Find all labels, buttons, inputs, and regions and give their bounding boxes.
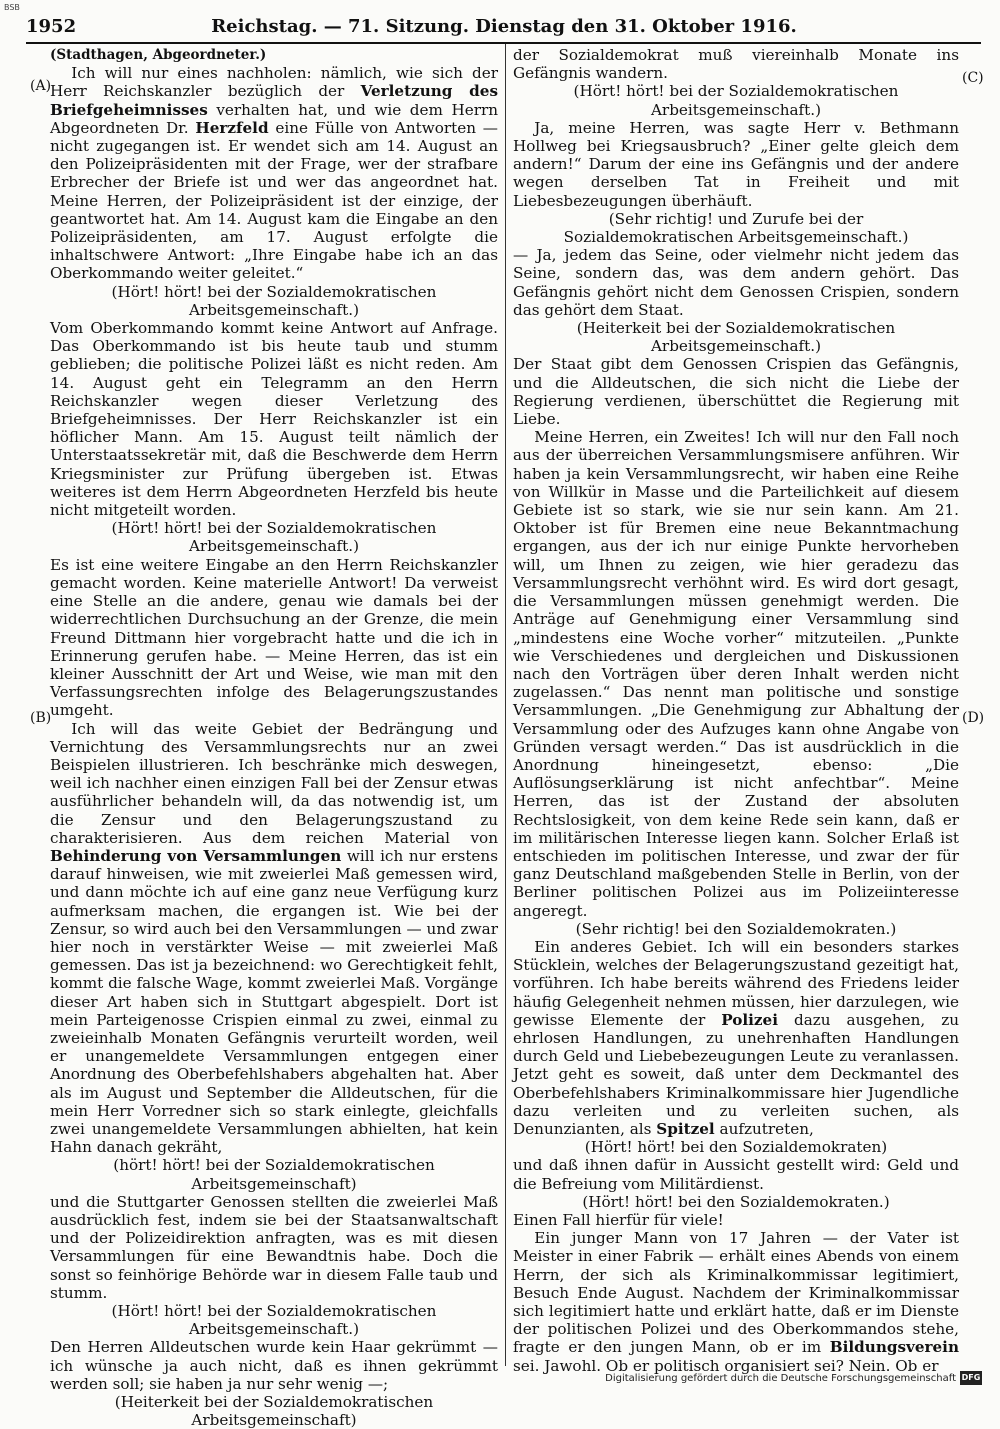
interjection: (Hört! hört! bei den Sozialdemokraten) bbox=[584, 1138, 888, 1157]
interjection: (Hört! hört! bei der Sozialdemokratischen Arbeitsgemeinschaft.) bbox=[111, 1302, 437, 1339]
paragraph: Ich will das weite Gebiet der Bedrängung und Vernichtung des Versammlungsrechts nur an zwei Beispielen illustrieren. Ich beschränke mich deswegen, weil ich nachher einen einzigen Fall bei der Zensur etwas ausführlicher behandeln will, da das notwendig ist, um die Zensur und den Belagerungszustand zu charakterisieren. Aus dem reichen Material von Behinderung von Versammlungen will ich nur erstens darauf hinweisen, wie mit zweierlei Maß gemessen wird, und dann möchte ich auf eine ganz neue Verfügung kurz aufmerksam machen, die ergangen ist. Wie bei der Zensur, so wird auch bei den Versammlungen — und zwar hier noch in verstärkter Weise — mit zweierlei Maß gemessen. Das ist ja bezeichnend: wo Gerechtigkeit fehlt, kommt die falsche Wage, kommt zweierlei Maß. Vorgänge dieser Art haben sich in Stuttgart abgespielt. Dort ist mein Parteigenosse Crispien einmal zu zwei, einmal zu zweieinhalb Monaten Gefängnis verurteilt worden, weil er unangemeldete Versammlungen entgegen einer Anordnung des Oberbefehlshabers abgehalten hat. Aber als im August und September die Alldeutschen, für die mein Herr Vorredner sich so stark einlegte, gleichfalls zwei unangemeldete Versammlungen abhielten, hat kein Hahn danach gekräht, bbox=[50, 719, 498, 1157]
interjection: (Hört! hört! bei den Sozialdemokraten.) bbox=[582, 1192, 890, 1211]
running-head: Reichstag. — 71. Sitzung. Dienstag den 31. Oktober 1916. bbox=[211, 16, 797, 37]
page-number: 1952 bbox=[26, 16, 77, 37]
paragraph: Ja, meine Herren, was sagte Herr v. Bethmann Hollweg bei Kriegsausbruch? „Einer gelte gleich dem andern!“ Darum der eine ins Gefängnis und der andere wegen derselben Tat in Freiheit und mit Liebesbezeugungen überhäuft. bbox=[513, 118, 959, 210]
header-rule bbox=[26, 42, 981, 44]
emphasis: Behinderung von Versammlungen bbox=[50, 846, 342, 865]
paragraph: Den Herren Alldeutschen wurde kein Haar gekrümmt — ich wünsche ja auch nicht, daß es ihnen gekrümmt werden soll; sie haben ja nur sehr wenig —; bbox=[50, 1338, 498, 1393]
interjection: (Sehr richtig! bei den Sozialdemokraten.) bbox=[575, 919, 897, 938]
paragraph: — Ja, jedem das Seine, oder vielmehr nicht jedem das Seine, sondern das, was dem andern gehört. Das Gefängnis gehört nicht dem Genossen Crispien, sondern das gehört dem Staat. bbox=[513, 246, 959, 319]
emphasis: Herzfeld bbox=[195, 118, 269, 137]
emphasis: Spitzel bbox=[656, 1119, 715, 1138]
emphasis: Bildungsverein bbox=[829, 1338, 959, 1357]
interjection: (Sehr richtig! und Zurufe bei der Sozialdemokratischen Arbeitsgemeinschaft.) bbox=[563, 209, 909, 247]
interjection: (Hört! hört! bei der Sozialdemokratischen Arbeitsgemeinschaft.) bbox=[111, 282, 437, 319]
margin-mark-b: (B) bbox=[30, 710, 52, 726]
interjection: (Hört! hört! bei der Sozialdemokratischen Arbeitsgemeinschaft.) bbox=[573, 82, 899, 119]
column-divider bbox=[505, 44, 506, 1366]
emphasis: Verletzung des Briefgeheimnisses bbox=[50, 82, 498, 119]
paragraph: Ich will nur eines nachholen: nämlich, wie sich der Herr Reichskanzler bezüglich der Verletzung des Briefgeheimnisses verhalten hat, und wie dem Herrn Abgeordneten Dr. Herzfeld eine Fülle von Antworten — nicht zugegangen ist. Er wendet sich am 14. August an den Polizeipräsidenten mit der Frage, wer der strafbare Erbrecher der Briefe ist und wer das angeordnet hat. Meine Herren, der Polizeipräsident ist der einzige, der geantwortet hat. Am 14. August kam die Eingabe an den Polizeipräsidenten, am 17. August erfolgte die inhaltschwere Antwort: „Ihre Eingabe habe ich an das Oberkommando weiter geleitet.“ bbox=[50, 64, 498, 283]
paragraph: Es ist eine weitere Eingabe an den Herrn Reichskanzler gemacht worden. Keine materielle Antwort! Da verweist eine Stelle an die andere, genau wie damals bei der widerrechtlichen Durchsuchung an der Grenze, die mein Freund Dittmann hier vorgebracht hatte und die ich in Erinnerung gerufen habe. — Meine Herren, das ist ein kleiner Ausschnitt der Art und Weise, wie man mit den Verfassungsrechten infolge des Belagerungszustandes umgeht. bbox=[50, 555, 498, 720]
interjection: (hört! hört! bei der Sozialdemokratischen Arbeitsgemeinschaft) bbox=[113, 1156, 435, 1193]
footer-credit: Digitalisierung gefördert durch die Deutsche Forschungsgemeinschaft bbox=[605, 1373, 956, 1384]
interjection: (Heiterkeit bei der Sozialdemokratischen Arbeitsgemeinschaft) bbox=[114, 1393, 434, 1429]
emphasis: Polizei bbox=[721, 1010, 778, 1029]
dfg-logo: DFG bbox=[960, 1371, 982, 1385]
interjection: (Hört! hört! bei der Sozialdemokratischen Arbeitsgemeinschaft.) bbox=[111, 519, 437, 556]
paragraph: Einen Fall hierfür für viele! bbox=[513, 1211, 724, 1229]
paragraph: der Sozialdemokrat muß viereinhalb Monate ins Gefängnis wandern. bbox=[513, 46, 959, 83]
paragraph: und die Stuttgarter Genossen stellten die zweierlei Maß ausdrücklich fest, indem sie bei der Staatsanwaltschaft und der Polizeidirektion anfragten, was es mit diesen Versammlungen für eine Bewandtnis habe. Doch die sonst so feinhörige Behörde war in diesem Falle taub und stumm. bbox=[50, 1192, 498, 1302]
interjection: (Heiterkeit bei der Sozialdemokratischen Arbeitsgemeinschaft.) bbox=[576, 319, 896, 356]
paragraph: Ein anderes Gebiet. Ich will ein besonders starkes Stücklein, welches der Belagerungszustand gezeitigt hat, vorführen. Ich habe bereits während des Friedens leider häufig Gelegenheit nehmen müssen, hier darzulegen, wie gewisse Elemente der Polizei dazu ausgehen, zu ehrlosen Handlungen, zu unehrenhaften Handlungen durch Geld und Liebebezeugungen Leute zu veranlassen. Jetzt geht es soweit, daß unter dem Deckmantel des Oberbefehlshabers Kriminalkommissare hier Jugendliche dazu verleiten und zu verleiten suchen, als Denunzianten, als Spitzel aufzutreten, bbox=[513, 937, 959, 1138]
page-header bbox=[26, 14, 982, 40]
paragraph: Meine Herren, ein Zweites! Ich will nur den Fall noch aus der überreichen Versammlungsmisere anführen. Wir haben ja kein Versammlungsrecht, wir haben eine Reihe von Willkür in Masse und die Parteilichkeit auf diesem Gebiete ist so stark, wie sie nur sein kann. Am 21. Oktober ist für Bremen eine neue Bekanntmachung ergangen, aus der ich nur einige Punkte hervorheben will, um Ihnen zu zeigen, wie hier geradezu das Versammlungsrecht verhöhnt wird. Es wird dort gesagt, die Versammlungen müssen genehmigt werden. Die Anträge auf Genehmigung einer Versammlung sind „mindestens eine Woche vorher“ mitzuteilen. „Punkte wie Verschiedenes und dergleichen und Diskussionen nach den Vorträgen über deren Inhalt werden nicht zugelassen.“ Das nennt man politische und sonstige Versammlungen. „Die Genehmigung zur Abhaltung der Versammlung oder des Aufzuges kann ohne Angabe von Gründen versagt werden.“ Das ist ausdrücklich in die Anordnung hineingesetzt, ebenso: „Die Auflösungserklärung ist nicht anfechtbar“. Meine Herren, das ist der Zustand der absoluten Rechtslosigkeit, von dem keine Rede sein kann, daß er im militärischen Interesse liegen kann. Solcher Erlaß ist entschieden im politischen Interesse, und zwar der für ganz Deutschland maßgebenden Stelle in Berlin, von der Berliner politischen Polizei aus im Polizeiinteresse angeregt. bbox=[513, 428, 959, 920]
speaker-line: (Stadthagen, Abgeordneter.) bbox=[50, 47, 267, 63]
margin-mark-c: (C) bbox=[962, 70, 984, 86]
paragraph: Vom Oberkommando kommt keine Antwort auf Anfrage. Das Oberkommando ist bis heute taub und stumm geblieben; die politische Polizei läßt es nicht reden. Am 14. August geht ein Telegramm an den Herrn Reichskanzler wegen dieser Verletzung des Briefgeheimnisses. Der Herr Reichskanzler ist ein höflicher Mann. Am 15. August teilt nämlich der Unterstaatssekretär mit, daß die Beschwerde dem Herrn Kriegsminister zur Prüfung übergeben ist. Etwas weiteres ist dem Herrn Abgeordneten Herzfeld bis heute nicht mitgeteilt worden. bbox=[50, 319, 498, 520]
paragraph: Der Staat gibt dem Genossen Crispien das Gefängnis, und die Alldeutschen, die sich nicht die Liebe der Regierung verdienen, überschüttet die Regierung mit Liebe. bbox=[513, 355, 959, 429]
paragraph: Ein junger Mann von 17 Jahren — der Vater ist Meister in einer Fabrik — erhält eines Abends von einem Herrn, der sich als Kriminalkommissar legitimiert, Besuch Ende August. Nachdem der Kriminalkommissar sich legitimiert hatte und erklärt hatte, daß er im Dienste der politischen Polizei und des Oberkommandos stehe, fragte er den jungen Mann, ob er im Bildungsverein sei. Jawohl. Ob er politisch organisiert sei? Nein. Ob er bbox=[513, 1229, 959, 1375]
margin-mark-d: (D) bbox=[962, 710, 985, 726]
left-column bbox=[50, 46, 498, 1429]
library-mark: BSB bbox=[4, 3, 20, 12]
paragraph: und daß ihnen dafür in Aussicht gestellt wird: Geld und die Befreiung vom Militärdienst. bbox=[513, 1156, 959, 1193]
margin-mark-a: (A) bbox=[30, 78, 52, 94]
right-column bbox=[513, 46, 959, 1375]
